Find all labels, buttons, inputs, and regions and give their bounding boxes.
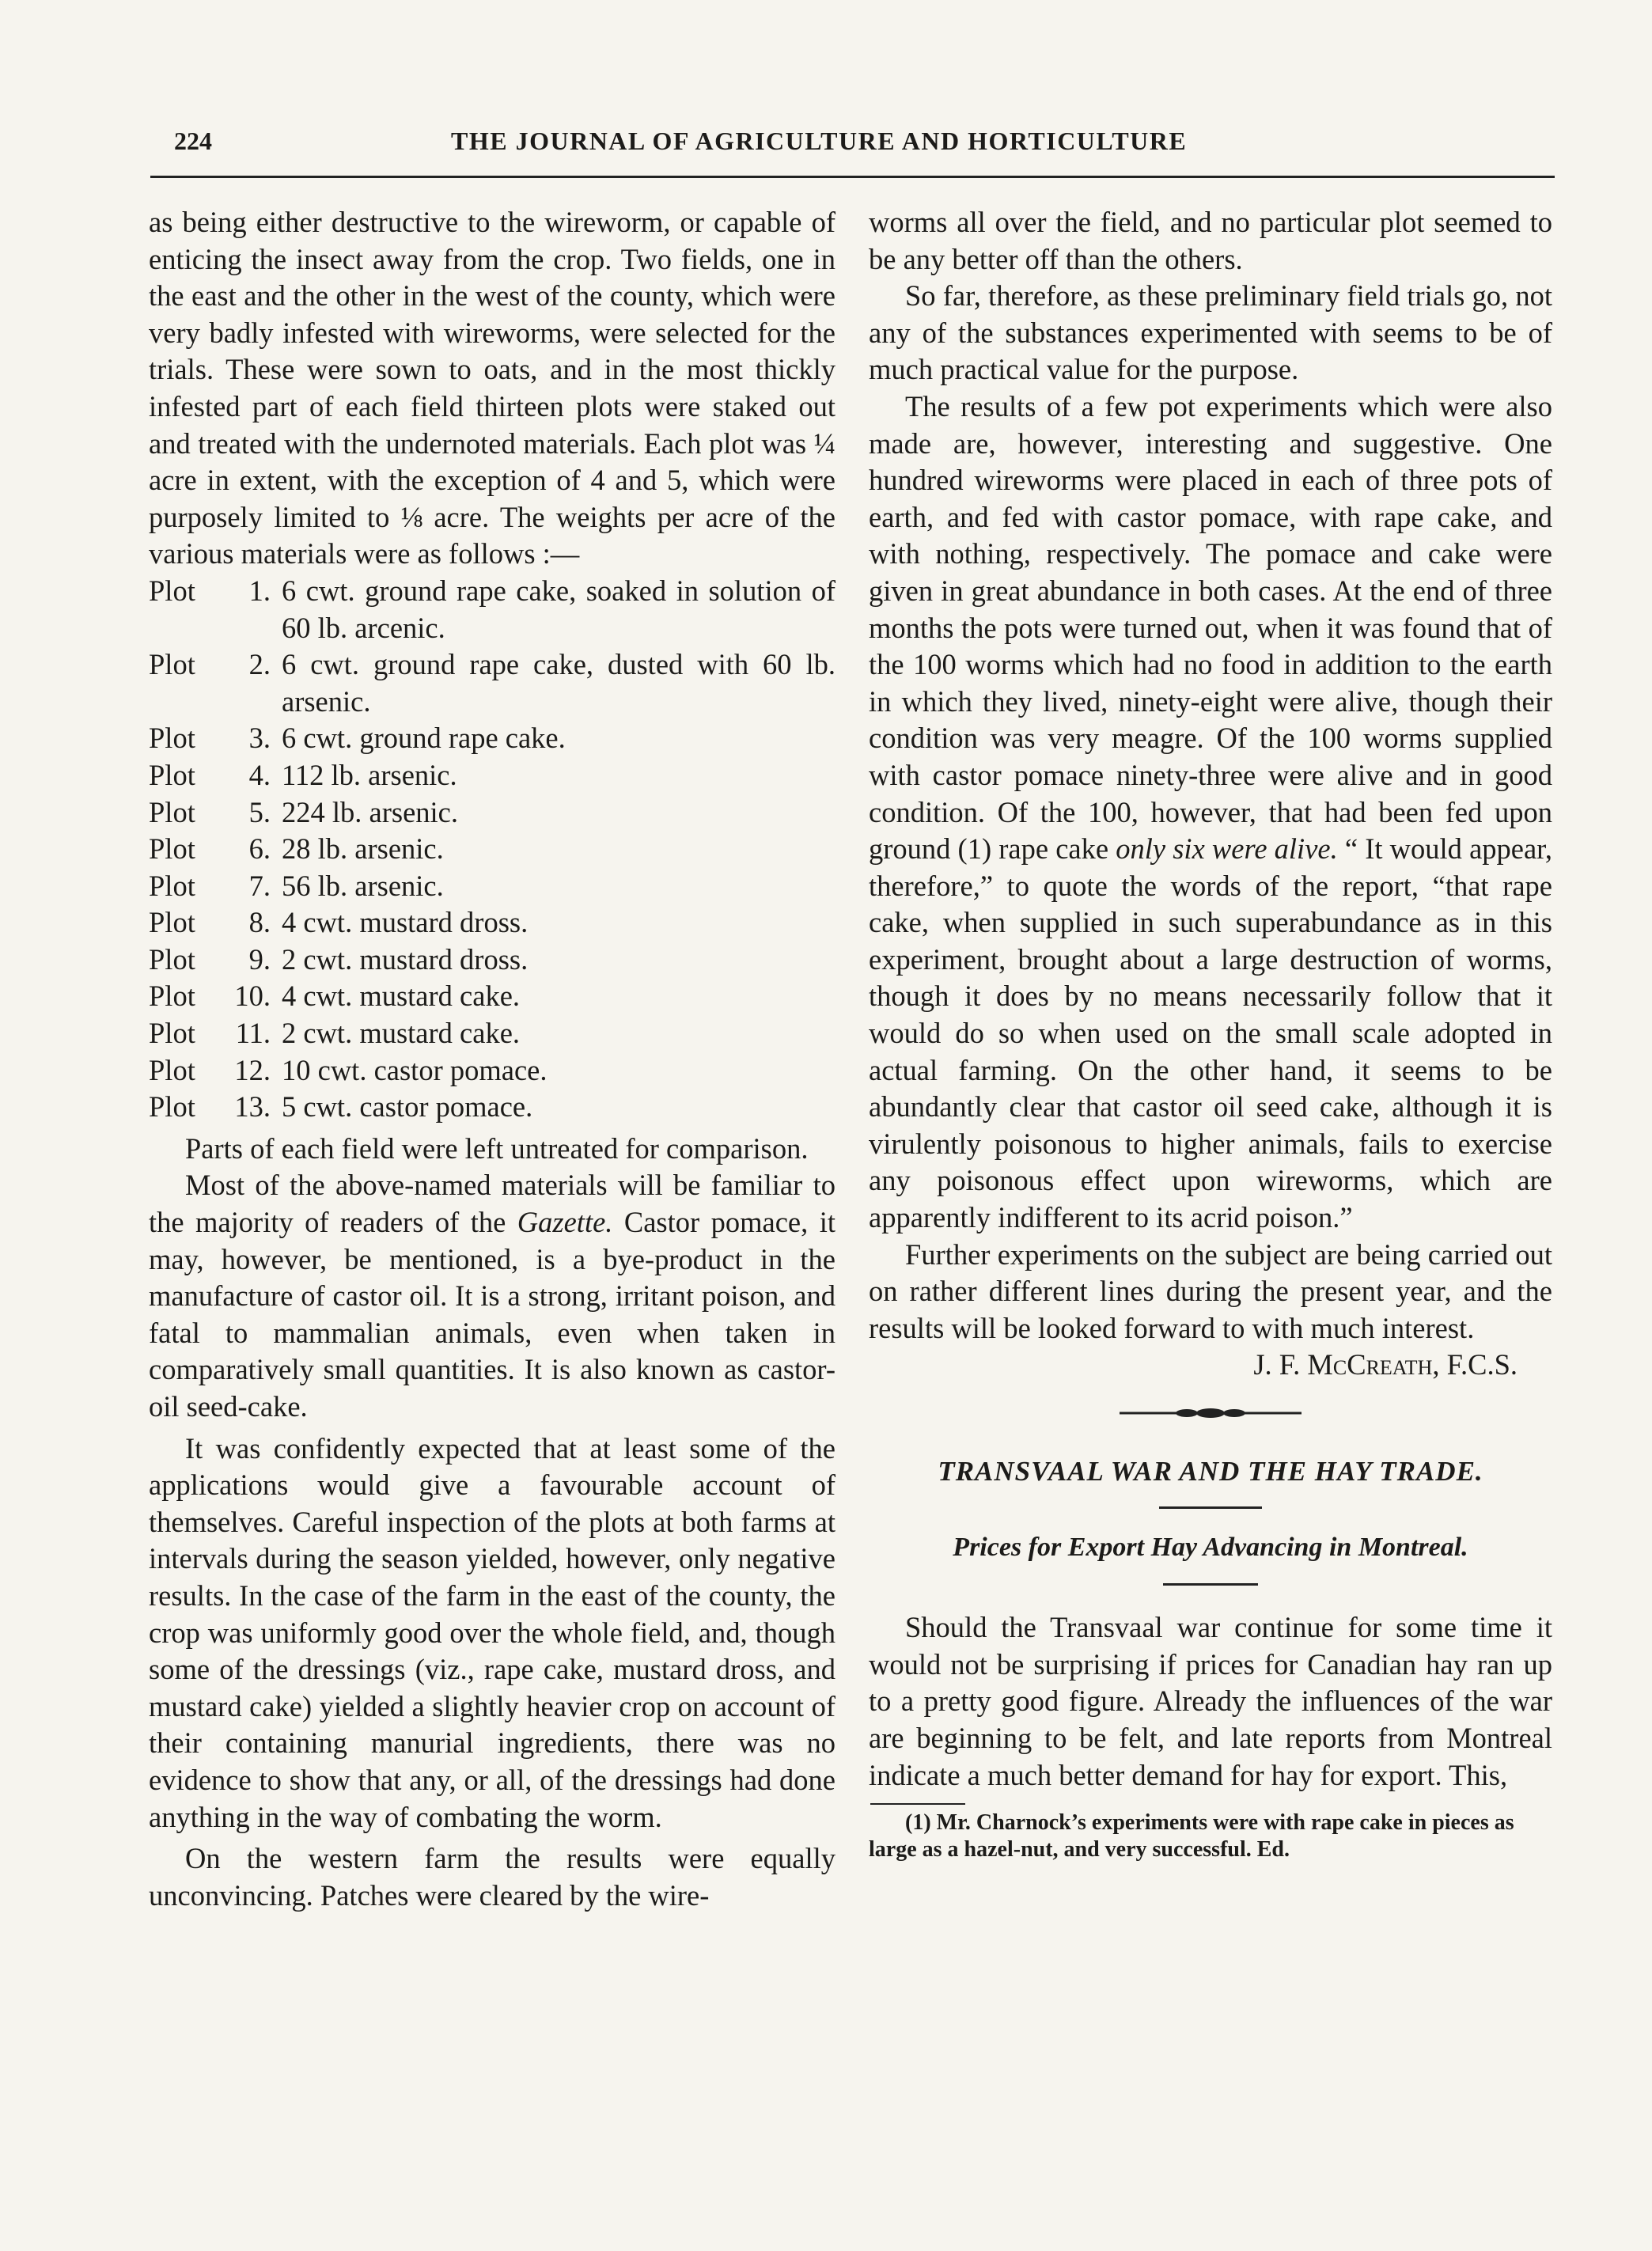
plot-description: 2 cwt. mustard cake.	[282, 1017, 521, 1050]
plot-label: Plot	[149, 795, 195, 828]
plot-description: 6 cwt. ground rape cake, dusted with 60 lb. arsenic.	[282, 648, 835, 718]
materials-text-after: Castor pomace, it may, however, be mentioned, is a bye-product in the manufacture of castor oil. It is a strong, irritant poison, and fatal to mammalian animals, even when taken in comparatively small quantities. It is also known as castor-oil seed-cake.	[149, 1206, 835, 1423]
plot-row	[149, 646, 835, 720]
author-signature: J. F. McCreath, F.C.S.	[1253, 1348, 1517, 1381]
plot-number: 8.	[248, 906, 271, 939]
plot-row	[149, 1015, 835, 1052]
untreated-paragraph: Parts of each field were left untreated for comparison.	[185, 1131, 809, 1165]
western-paragraph: On the western farm the results were equally unconvincing. Patches were cleared by the wire-	[149, 1842, 835, 1912]
plot-row	[149, 904, 835, 942]
plot-row	[149, 1089, 835, 1126]
plot-description: 112 lb. arsenic.	[282, 758, 457, 791]
expected-paragraph: It was confidently expected that at least some of the applications would give a favourable account of themselves. Careful inspection of the plots at both farms at intervals during the season yielded, however, only negative results. In the case of the farm in the east of the county, the crop was uniformly good over the whole field, and, though some of the dressings (viz., rape cake, mustard dross, and mustard cake) yielded a slightly heavier crop on account of their containing manurial ingredients, there was no evidence to show that any, or all, of the dressings had done anything in the way of combating the worm.	[149, 1431, 835, 1833]
plot-row	[149, 573, 835, 646]
plot-row	[149, 720, 835, 757]
plot-label: Plot	[149, 942, 195, 976]
plot-label: Plot	[149, 869, 195, 902]
plot-description: 28 lb. arsenic.	[282, 832, 444, 866]
further-paragraph: Further experiments on the subject are being carried out on rather different lines during the present year, and the results will be looked forward to with much interest.	[869, 1237, 1552, 1344]
plot-row	[149, 831, 835, 868]
plot-row	[149, 978, 835, 1015]
plot-label: Plot	[149, 1017, 195, 1050]
article-paragraph: Should the Transvaal war continue for some time it would not be surprising if prices for Canadian hay ran up to a pretty good figure. Already the influences of the war are beginning to be felt, and late reports from Montreal indicate a much better demand for hay for export. This,	[869, 1611, 1552, 1791]
plot-label: Plot	[149, 722, 195, 755]
plot-label: Plot	[149, 758, 195, 791]
plot-row	[149, 942, 835, 979]
intro-paragraph: as being either destructive to the wireworm, or capable of enticing the insect away from the crop. Two fields, one in the east and the other in the west of the county, which were very badly infested with wireworms, were selected for the trials. These were sown to oats, and in the most thickly infested part of each field thirteen plots were staked out and treated with the undernoted materials. Each plot was ¼ acre in extent, with the exception of 4 and 5, which were purposely limited to ⅛ acre. The weights per acre of the various materials were as follows :—	[149, 206, 835, 570]
plot-description: 4 cwt. mustard dross.	[282, 906, 529, 939]
plot-number: 9.	[248, 942, 271, 976]
continuation-paragraph: worms all over the field, and no particular plot seemed to be any better off than the others.	[869, 206, 1552, 275]
article-title: TRANSVAAL WAR AND THE HAY TRADE.	[938, 1456, 1483, 1487]
title-rule	[1159, 1506, 1262, 1509]
left-column	[149, 204, 835, 1914]
plot-row	[149, 1052, 835, 1089]
plot-number: 7.	[248, 869, 271, 902]
article-subtitle: Prices for Export Hay Advancing in Montreal.	[953, 1532, 1468, 1562]
plot-number: 1.	[248, 574, 271, 607]
plot-label: Plot	[149, 648, 195, 681]
page-number: 224	[174, 127, 212, 155]
plot-description: 6 cwt. ground rape cake.	[282, 722, 566, 755]
plot-description: 10 cwt. castor pomace.	[282, 1053, 548, 1086]
header-rule	[150, 176, 1555, 178]
footnote: (1) Mr. Charnock’s experiments were with rape cake in pieces as large as a hazel-nut, and very successful. Ed.	[869, 1810, 1514, 1863]
running-title: THE JOURNAL OF AGRICULTURE AND HORTICULTURE	[451, 127, 1188, 155]
ornament-rule-icon	[1120, 1408, 1302, 1419]
plot-description: 6 cwt. ground rape cake, soaked in solution of 60 lb. arcenic.	[282, 574, 835, 644]
plot-number: 12.	[234, 1053, 271, 1086]
plot-description: 224 lb. arsenic.	[282, 795, 458, 828]
pot-experiments-paragraph	[869, 388, 1552, 1237]
materials-paragraph	[149, 1167, 835, 1425]
plot-label: Plot	[149, 1053, 195, 1086]
plot-number: 11.	[235, 1017, 271, 1050]
plot-number: 13.	[234, 1090, 271, 1124]
plot-label: Plot	[149, 1090, 195, 1124]
plot-label: Plot	[149, 906, 195, 939]
plot-label: Plot	[149, 980, 195, 1013]
so-far-paragraph: So far, therefore, as these preliminary field trials go, not any of the substances experimented with seems to be of much practical value for the purpose.	[869, 279, 1552, 386]
plot-description: 4 cwt. mustard cake.	[282, 980, 521, 1013]
footnote-rule	[870, 1803, 965, 1805]
right-column	[869, 204, 1552, 1863]
plot-row	[149, 868, 835, 905]
plot-number: 6.	[248, 832, 271, 866]
plot-number: 2.	[248, 648, 271, 681]
plot-number: 4.	[248, 758, 271, 791]
pot-text-before: The results of a few pot experiments which were also made are, however, interesting and suggestive. One hundred wireworms were placed in each of three pots of earth, and fed with castor pomace, with rape cake, and with nothing, respectively. The pomace and cake were given in great abundance in both cases. At the end of three months the pots were turned out, when it was found that of the 100 worms which had no food in addition to the earth in which they lived, ninety-eight were alive, though their condition was very meagre. Of the 100 worms supplied with castor pomace ninety-three were alive and in good condition. Of the 100, however, that had been fed upon ground (1) rape cake	[869, 389, 1552, 866]
plot-description: 2 cwt. mustard dross.	[282, 942, 529, 976]
section-ornament	[869, 1408, 1552, 1419]
plot-row	[149, 757, 835, 794]
plot-list	[149, 573, 835, 1126]
materials-text-before: Most of the above-named materials will be familiar to the majority of readers of the	[149, 1169, 835, 1239]
plot-number: 5.	[248, 795, 271, 828]
subtitle-rule	[1163, 1583, 1258, 1586]
plot-label: Plot	[149, 832, 195, 866]
pot-text-after: “ It would appear, therefore,” to quote the words of the report, “that rape cake, when supplied in such superabundance as in this experiment, brought about a large destruction of worms, though it does by no means necessarily follow that it would do so when used on the small scale adopted in actual farming. On the other hand, it seems to be abundantly clear that castor oil seed cake, although it is virulently poisonous to higher animals, fails to exercise any poisonous effect upon wireworms, which are apparently indifferent to its acrid poison.”	[869, 832, 1553, 1234]
plot-number: 3.	[248, 722, 271, 755]
plot-row	[149, 794, 835, 832]
plot-number: 10.	[234, 980, 271, 1013]
plot-description: 5 cwt. castor pomace.	[282, 1090, 533, 1124]
page-header	[150, 127, 1551, 165]
plot-description: 56 lb. arsenic.	[282, 869, 444, 902]
gazette-title: Gazette.	[517, 1206, 613, 1239]
plot-label: Plot	[149, 574, 195, 607]
pot-italic-result: only six were alive.	[1116, 832, 1338, 866]
